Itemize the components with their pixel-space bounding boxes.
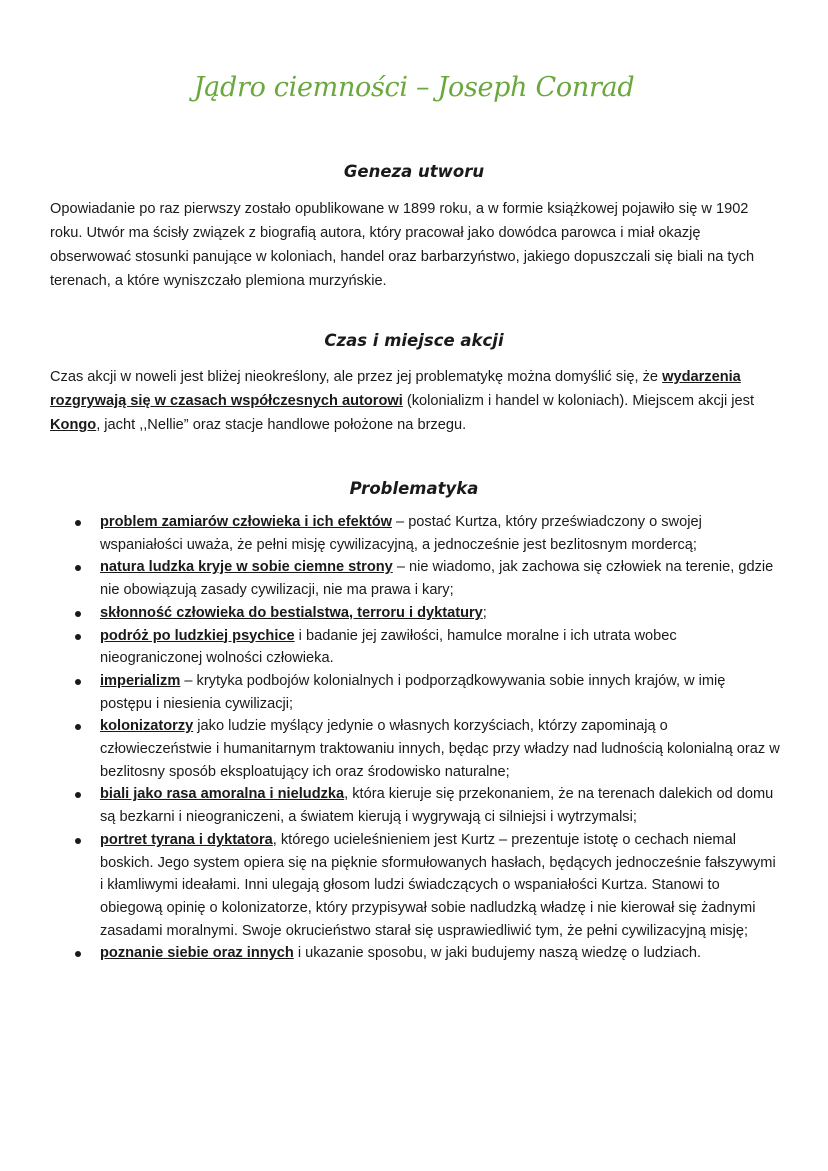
item-text: i badanie jej zawiłości, hamulce moralne i ich utrata wobec nieograniczonej wolności człowieka.: [100, 627, 677, 667]
list-item: [50, 625, 780, 670]
item-bold: kolonizatorzy: [100, 718, 194, 735]
list-item: [50, 670, 780, 715]
list-item: [50, 511, 780, 556]
item-text: ;: [482, 604, 487, 621]
heading-geneza: Geneza utworu: [343, 162, 485, 181]
czas-bold-wydarzenia: wydarzenia rozgrywają się w czasach współczesnych autorowi: [50, 369, 741, 409]
item-bold: poznanie siebie oraz innych: [100, 945, 294, 962]
problem-list: [50, 511, 780, 965]
item-bold: imperializm: [100, 672, 181, 689]
item-text: – krytyka podbojów kolonialnych i podporządkowywania sobie innych krajów, w imię postępu i niesienia cywilizacji;: [100, 672, 726, 712]
czas-text-middle: (kolonializm i handel w koloniach). Miejscem akcji jest: [402, 393, 755, 409]
item-bold: skłonność człowieka do bestialstwa, terroru i dyktatury: [100, 604, 483, 621]
item-text: , która kieruje się przekonaniem, że na terenach dalekich od domu są bezkarni i nieograniczeni, a światem kierują i wygrywają ci silniejsi i wytrzymalsi;: [100, 786, 774, 826]
item-bold: podróż po ludzkiej psychice: [100, 627, 295, 644]
paragraph-czas: [50, 365, 780, 437]
item-bold: natura ludzka kryje w sobie ciemne strony: [100, 559, 393, 576]
item-text: , którego ucieleśnieniem jest Kurtz – prezentuje istotę o cechach niemal boskich. Jego system opiera się na pięknie sformułowanych hasłach, będących jednocześnie fałszywymi i kłamliwymi ideałami. Inni ulegają głosom ludzi świadczących o wspaniałości Kurtza. Stanowi to obiegową opinię o kolonizatorze, który przypisywał sobie nadludzką władzę i nie kierował się żadnymi zasadami moralnymi. Swoje okrucieństwo starał się usprawiedliwić tym, że pełni cywilizacyjną misję;: [100, 831, 776, 939]
list-item: [50, 783, 780, 828]
item-bold: problem zamiarów człowieka i ich efektów: [100, 514, 392, 530]
item-text: – postać Kurtza, który przeświadczony o swojej wspaniałości uważa, że pełni misję cywilizacyjną, a jednocześnie jest bezlitosnym mordercą;: [100, 514, 702, 553]
list-item: [50, 556, 780, 601]
heading-problematyka: Problematyka: [349, 479, 479, 498]
list-item: [50, 602, 780, 625]
document-title: Jądro ciemności – Joseph Conrad: [193, 72, 635, 103]
item-text: i ukazanie sposobu, w jaki budujemy naszą wiedzę o ludziach.: [293, 945, 702, 962]
item-text: – nie wiadomo, jak zachowa się człowiek na terenie, gdzie nie obowiązują zasady cywilizacji, nie ma prawa i kary;: [100, 559, 774, 599]
czas-bold-kongo: Kongo: [50, 417, 97, 433]
czas-text-after: , jacht ,,Nellie” oraz stacje handlowe położone na brzegu.: [96, 417, 467, 433]
list-item: [50, 942, 780, 965]
heading-czas: Czas i miejsce akcji: [324, 331, 504, 350]
item-bold: biali jako rasa amoralna i nieludzka: [100, 786, 345, 803]
item-bold: portret tyrana i dyktatora: [100, 831, 273, 848]
list-item: [50, 829, 780, 943]
czas-text-before: Czas akcji w noweli jest bliżej nieokreślony, ale przez jej problematykę można domyślić się, że: [50, 369, 663, 385]
paragraph-geneza: Opowiadanie po raz pierwszy zostało opublikowane w 1899 roku, a w formie książkowej pojawiło się w 1902 roku. Utwór ma ścisły związek z biografią autora, który pracował jako dowódca parowca i miał okazję obserwować stosunki panujące w koloniach, handel oraz barbarzyństwo, jakiego dopuszczali się biali na tych terenach, a które wyniszczało plemiona murzyńskie.: [50, 201, 755, 289]
list-item: [50, 715, 780, 783]
item-text: jako ludzie myślący jedynie o własnych korzyściach, którzy zapominają o człowieczeństwie i humanitarnym traktowaniu innych, będąc przy władzy nad ludnością kolonialną oraz w bezlitosny sposób eksploatujący ich oraz środowisko naturalne;: [100, 718, 780, 780]
